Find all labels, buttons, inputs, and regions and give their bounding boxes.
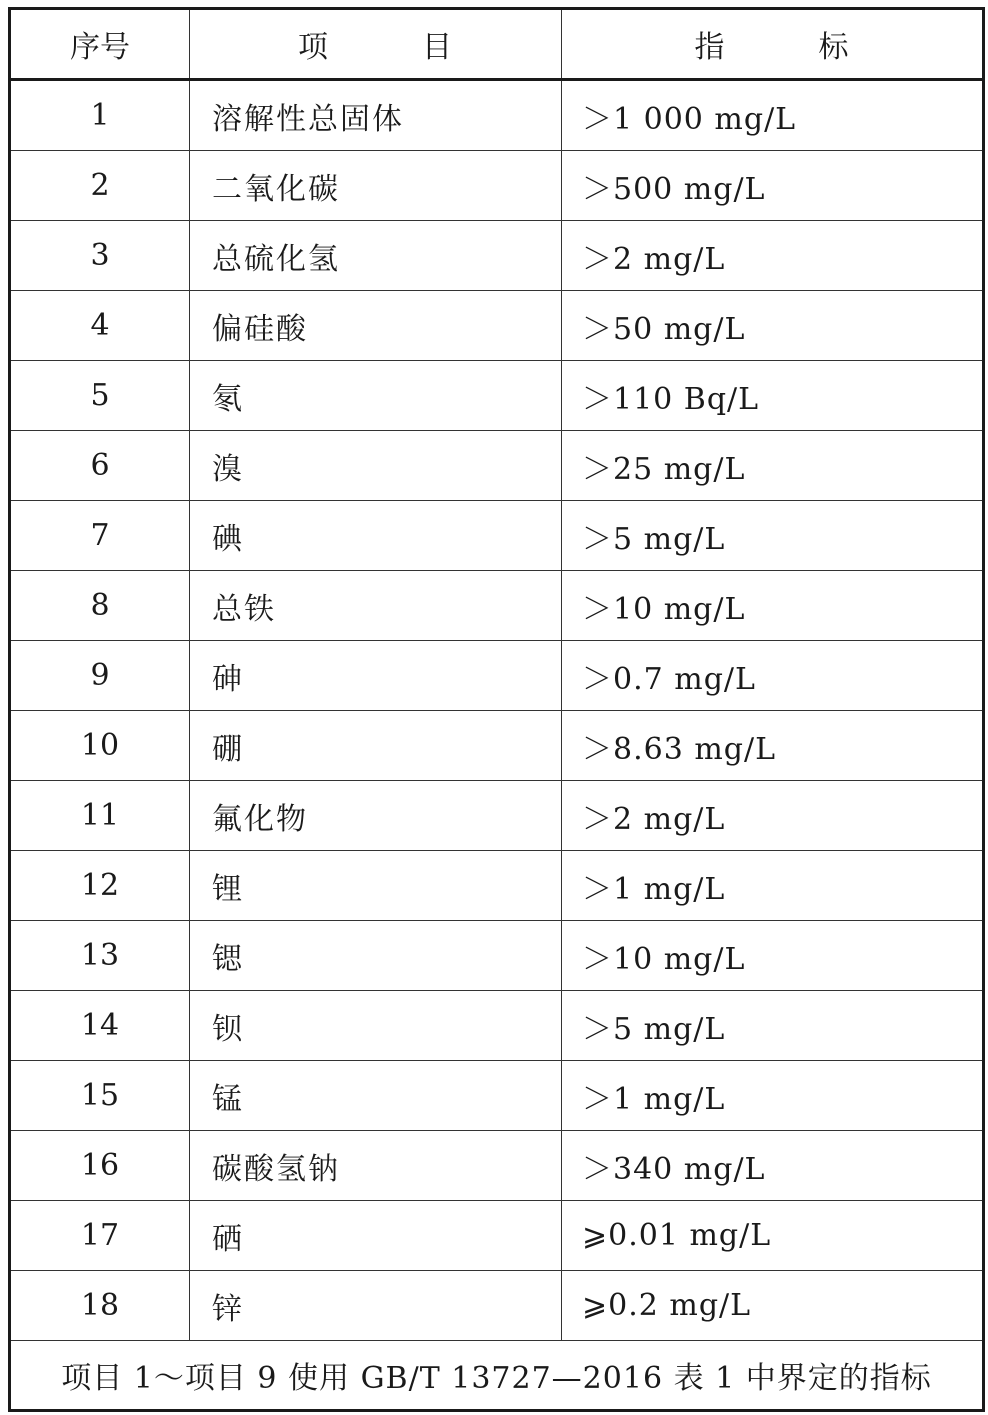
cell-item: 碳酸氢钠 (190, 1131, 562, 1201)
cell-indicator: ⩾0.01 mg/L (562, 1201, 984, 1271)
cell-serial-number: 16 (10, 1131, 190, 1201)
cell-indicator: ＞1 000 mg/L (562, 80, 984, 151)
cell-indicator: ⩾0.2 mg/L (562, 1271, 984, 1341)
cell-indicator: ＞0.7 mg/L (562, 641, 984, 711)
cell-serial-number: 18 (10, 1271, 190, 1341)
cell-serial-number: 12 (10, 851, 190, 921)
cell-indicator: ＞5 mg/L (562, 991, 984, 1061)
cell-indicator: ＞5 mg/L (562, 501, 984, 571)
cell-indicator: ＞10 mg/L (562, 571, 984, 641)
cell-item: 总硫化氢 (190, 221, 562, 291)
cell-serial-number: 15 (10, 1061, 190, 1131)
cell-indicator: ＞340 mg/L (562, 1131, 984, 1201)
footnote-row (10, 1341, 984, 1411)
table-row (10, 221, 984, 291)
cell-serial-number: 13 (10, 921, 190, 991)
cell-item: 硼 (190, 711, 562, 781)
header-item: 项 目 (190, 9, 562, 80)
cell-item: 锰 (190, 1061, 562, 1131)
cell-serial-number: 7 (10, 501, 190, 571)
table-row (10, 851, 984, 921)
cell-serial-number: 11 (10, 781, 190, 851)
cell-serial-number: 1 (10, 80, 190, 151)
cell-item: 锶 (190, 921, 562, 991)
cell-indicator: ＞110 Bq/L (562, 361, 984, 431)
cell-indicator: ＞500 mg/L (562, 151, 984, 221)
cell-item: 锂 (190, 851, 562, 921)
table-row (10, 991, 984, 1061)
cell-indicator: ＞25 mg/L (562, 431, 984, 501)
table-row (10, 151, 984, 221)
cell-item: 氟化物 (190, 781, 562, 851)
header-serial-number: 序号 (10, 9, 190, 80)
indicator-table (8, 7, 985, 1412)
indicator-table-container (8, 7, 982, 1412)
cell-item: 钡 (190, 991, 562, 1061)
cell-item: 偏硅酸 (190, 291, 562, 361)
table-header (10, 9, 984, 80)
cell-item: 溶解性总固体 (190, 80, 562, 151)
table-row (10, 80, 984, 151)
table-row (10, 1271, 984, 1341)
table-row (10, 501, 984, 571)
header-row (10, 9, 984, 80)
cell-indicator: ＞1 mg/L (562, 1061, 984, 1131)
cell-indicator: ＞10 mg/L (562, 921, 984, 991)
cell-item: 硒 (190, 1201, 562, 1271)
cell-serial-number: 2 (10, 151, 190, 221)
table-row (10, 361, 984, 431)
cell-serial-number: 5 (10, 361, 190, 431)
table-footer (10, 1341, 984, 1411)
cell-indicator: ＞1 mg/L (562, 851, 984, 921)
cell-indicator: ＞2 mg/L (562, 221, 984, 291)
cell-serial-number: 6 (10, 431, 190, 501)
cell-serial-number: 3 (10, 221, 190, 291)
cell-serial-number: 4 (10, 291, 190, 361)
cell-item: 锌 (190, 1271, 562, 1341)
table-row (10, 1201, 984, 1271)
table-row (10, 711, 984, 781)
table-row (10, 291, 984, 361)
cell-serial-number: 8 (10, 571, 190, 641)
cell-serial-number: 9 (10, 641, 190, 711)
cell-serial-number: 14 (10, 991, 190, 1061)
cell-item: 砷 (190, 641, 562, 711)
cell-item: 总铁 (190, 571, 562, 641)
cell-item: 溴 (190, 431, 562, 501)
cell-serial-number: 10 (10, 711, 190, 781)
table-row (10, 641, 984, 711)
table-row (10, 571, 984, 641)
cell-item: 碘 (190, 501, 562, 571)
cell-indicator: ＞8.63 mg/L (562, 711, 984, 781)
table-body (10, 80, 984, 1341)
table-row (10, 1061, 984, 1131)
cell-serial-number: 17 (10, 1201, 190, 1271)
cell-item: 二氧化碳 (190, 151, 562, 221)
table-footnote: 项目 1～项目 9 使用 GB/T 13727—2016 表 1 中界定的指标 (10, 1341, 984, 1411)
header-indicator: 指 标 (562, 9, 984, 80)
table-row (10, 431, 984, 501)
table-row (10, 781, 984, 851)
table-row (10, 921, 984, 991)
cell-indicator: ＞50 mg/L (562, 291, 984, 361)
cell-item: 氡 (190, 361, 562, 431)
table-row (10, 1131, 984, 1201)
cell-indicator: ＞2 mg/L (562, 781, 984, 851)
